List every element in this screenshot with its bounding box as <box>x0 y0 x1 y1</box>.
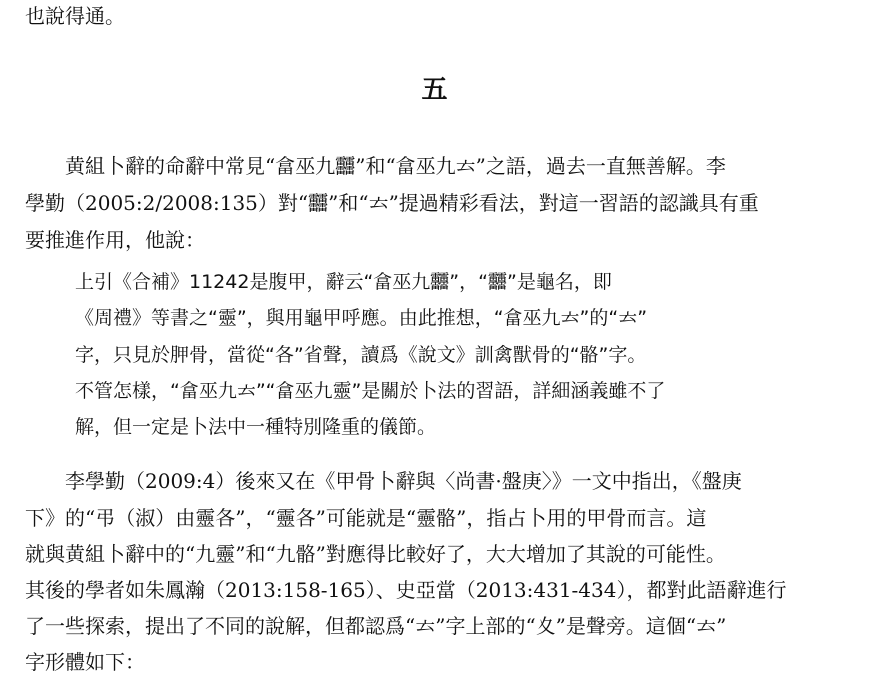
block-quote-line: 上引《合補》11242是腹甲，辭云“畣巫九䨻”，“䨻”是龜名，即 <box>75 271 612 293</box>
continuation-line: 也說得通。 <box>25 4 125 28</box>
block-quote-line: 解，但一定是卜法中一種特別隆重的儀節。 <box>75 416 437 438</box>
block-quote-line: 《周禮》等書之“靈”，與用龜甲呼應。由此推想，“畣巫九𠫓”的“𠫓” <box>75 307 648 329</box>
paragraph-1-line: 黄組卜辭的命辭中常見“畣巫九䨻”和“畣巫九𠫓”之語，過去一直無善解。李 <box>25 154 726 178</box>
paragraph-1-line: 學勤（2005:2/2008:135）對“䨻”和“𠫓”提過精彩看法，對這一習語的認識具有重 <box>25 191 759 215</box>
paragraph-2-line: 了一些探索，提出了不同的說解，但都認爲“𠫓”字上部的“夊”是聲旁。這個“𠫓” <box>25 614 727 638</box>
paragraph-2-line: 下》的“弔（淑）由靈各”，“靈各”可能就是“靈骼”，指占卜用的甲骨而言。這 <box>25 506 707 530</box>
section-heading: 五 <box>421 75 448 105</box>
paragraph-1-line: 要推進作用，他說： <box>25 228 205 252</box>
paragraph-2-line: 字形體如下： <box>25 650 145 674</box>
block-quote-line: 不管怎樣，“畣巫九𠫓”“畣巫九靈”是關於卜法的習語，詳細涵義雖不了 <box>75 380 666 402</box>
paragraph-2-line: 李學勤（2009:4）後來又在《甲骨卜辭與〈尚書·盤庚〉》一文中指出，《盤庚 <box>25 469 742 493</box>
paragraph-2-line: 其後的學者如朱鳳瀚（2013:158-165）、史亞當（2013:431-434），都對此語辭進行 <box>25 578 787 602</box>
paragraph-2-line: 就與黄組卜辭中的“九靈”和“九骼”對應得比較好了，大大增加了其說的可能性。 <box>25 542 726 566</box>
block-quote-line: 字，只見於胛骨，當從“各”省聲，讀爲《說文》訓禽獸骨的“骼”字。 <box>75 344 647 366</box>
